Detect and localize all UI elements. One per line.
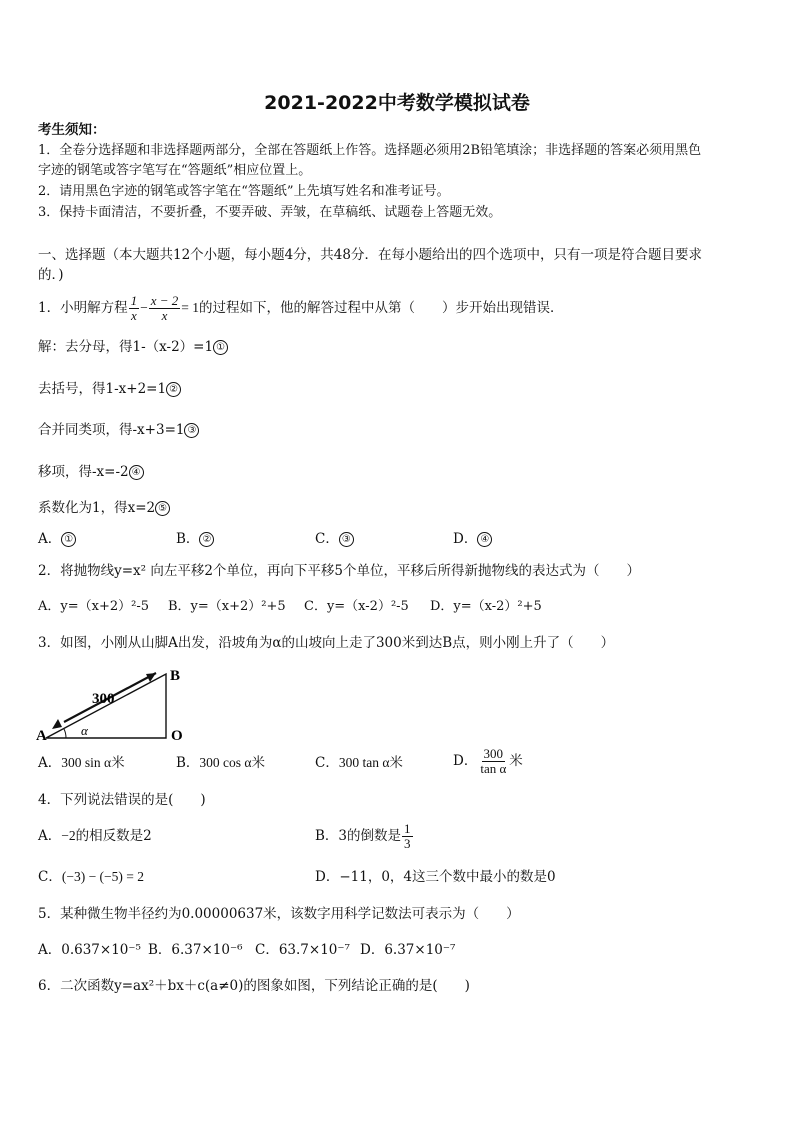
question-2-stem: 2．将抛物线y=x² 向左平移2个单位，再向下平移5个单位，平移后所得新抛物线的表达式为（ ） bbox=[38, 563, 641, 579]
section-heading: 一、选择题（本大题共12个小题，每小题4分，共48分．在每小题给出的四个选项中，只有一项是符合题目要求 bbox=[38, 247, 702, 263]
q1-step-5: 系数化为1，得x=2 ⑤ bbox=[38, 499, 170, 517]
page-title: 2021-2022中考数学模拟试卷 bbox=[264, 92, 530, 114]
q1-fraction-1: $\frac{1}{x}$ bbox=[130, 293, 138, 323]
angle-label: α bbox=[81, 723, 88, 738]
point-o-label: O bbox=[171, 728, 183, 744]
q1-option-c[interactable]: C． ③ bbox=[315, 530, 354, 548]
q1-option-a[interactable]: A． ① bbox=[38, 530, 76, 548]
q2-option-a[interactable]: A．y=（x+2）²-5 bbox=[38, 599, 149, 614]
section-heading-cont: 的．) bbox=[38, 267, 64, 283]
notice-item-2: 2．请用黑色字迹的钢笔或答字笔在“答题纸”上先填写姓名和准考证号。 bbox=[38, 184, 450, 199]
q4-option-b[interactable]: B．3的倒数是 $\frac{1}{3}$ bbox=[315, 821, 411, 851]
q1-fraction-2: $\frac{x - 2}{x}$ bbox=[150, 293, 179, 323]
notice-item-3: 3．保持卡面清洁，不要折叠，不要弄破、弄皱，在草稿纸、试题卷上答题无效。 bbox=[38, 205, 502, 220]
q1-prefix: 1．小明解方程 bbox=[38, 300, 128, 316]
q4-option-c[interactable]: C．(−3) − (−5) = 2 bbox=[38, 869, 145, 885]
q3-option-c[interactable]: C．300 tan α米 bbox=[315, 755, 403, 771]
q5-option-c[interactable]: C．63.7×10⁻⁷ bbox=[255, 942, 350, 958]
q1-step-1: 解：去分母，得1-（x-2）=1 ① bbox=[38, 338, 228, 356]
q2-option-d[interactable]: D．y=（x-2）²+5 bbox=[430, 599, 542, 614]
q4-option-a[interactable]: A．−2的相反数是2 bbox=[38, 828, 152, 844]
notice-heading: 考生须知： bbox=[38, 122, 106, 138]
q3-option-d[interactable]: D． $\frac{300}{\text{tan α}}$ 米 bbox=[453, 746, 523, 776]
q5-option-a[interactable]: A．0.637×10⁻⁵ bbox=[38, 942, 141, 958]
notice-item-1-cont: 字迹的钢笔或答字笔写在“答题纸”相应位置上。 bbox=[38, 163, 312, 178]
notice-item-1: 1．全卷分选择题和非选择题两部分，全部在答题纸上作答。选择题必须用2B铅笔填涂；非选择题的答案必须用黑色 bbox=[38, 143, 702, 158]
question-6-stem: 6．二次函数y=ax²＋bx＋c(a≠0)的图象如图，下列结论正确的是( ) bbox=[38, 978, 470, 994]
q5-option-d[interactable]: D．6.37×10⁻⁷ bbox=[360, 942, 456, 958]
angle-arc bbox=[64, 729, 66, 738]
q1-option-b[interactable]: B． ② bbox=[176, 530, 214, 548]
q5-option-b[interactable]: B．6.37×10⁻⁶ bbox=[148, 942, 243, 958]
question-5-stem: 5．某种微生物半径约为0.00000637米，该数字用科学记数法可表示为（ ） bbox=[38, 906, 520, 922]
question-3-stem: 3．如图，小刚从山脚A出发，沿坡角为α的山坡向上走了300米到达B点，则小刚上升了（ ） bbox=[38, 635, 615, 651]
question-4-stem: 4．下列说法错误的是( ) bbox=[38, 792, 206, 808]
q4-option-d[interactable]: D．−11，0，4这三个数中最小的数是0 bbox=[315, 869, 556, 885]
length-label: 300 bbox=[92, 691, 115, 707]
q3-slope-figure bbox=[34, 662, 194, 746]
q3-option-a[interactable]: A．300 sin α米 bbox=[38, 755, 125, 771]
q1-option-d[interactable]: D． ④ bbox=[453, 530, 492, 548]
q2-option-c[interactable]: C．y=（x-2）²-5 bbox=[304, 599, 409, 614]
q1-step-3: 合并同类项，得-x+3=1 ③ bbox=[38, 421, 199, 439]
q1-suffix: 的过程如下，他的解答过程中从第（ ）步开始出现错误． bbox=[199, 300, 564, 316]
q1-step-4: 移项，得-x=-2 ④ bbox=[38, 463, 144, 481]
question-1-stem: 1．小明解方程 $\frac{1}{x}$ − $\frac{x - 2}{x}$ = 1的过程如下，他的解答过程中从第（ ）步开始出现错误． bbox=[38, 293, 564, 323]
point-b-label: B bbox=[170, 668, 181, 684]
q3-option-b[interactable]: B．300 cos α米 bbox=[176, 755, 265, 771]
point-a-label: A bbox=[36, 728, 47, 744]
q2-option-b[interactable]: B．y=（x+2）²+5 bbox=[168, 599, 286, 614]
q1-step-2: 去括号，得1-x+2=1 ② bbox=[38, 380, 181, 398]
arrow-head-down bbox=[52, 719, 62, 729]
